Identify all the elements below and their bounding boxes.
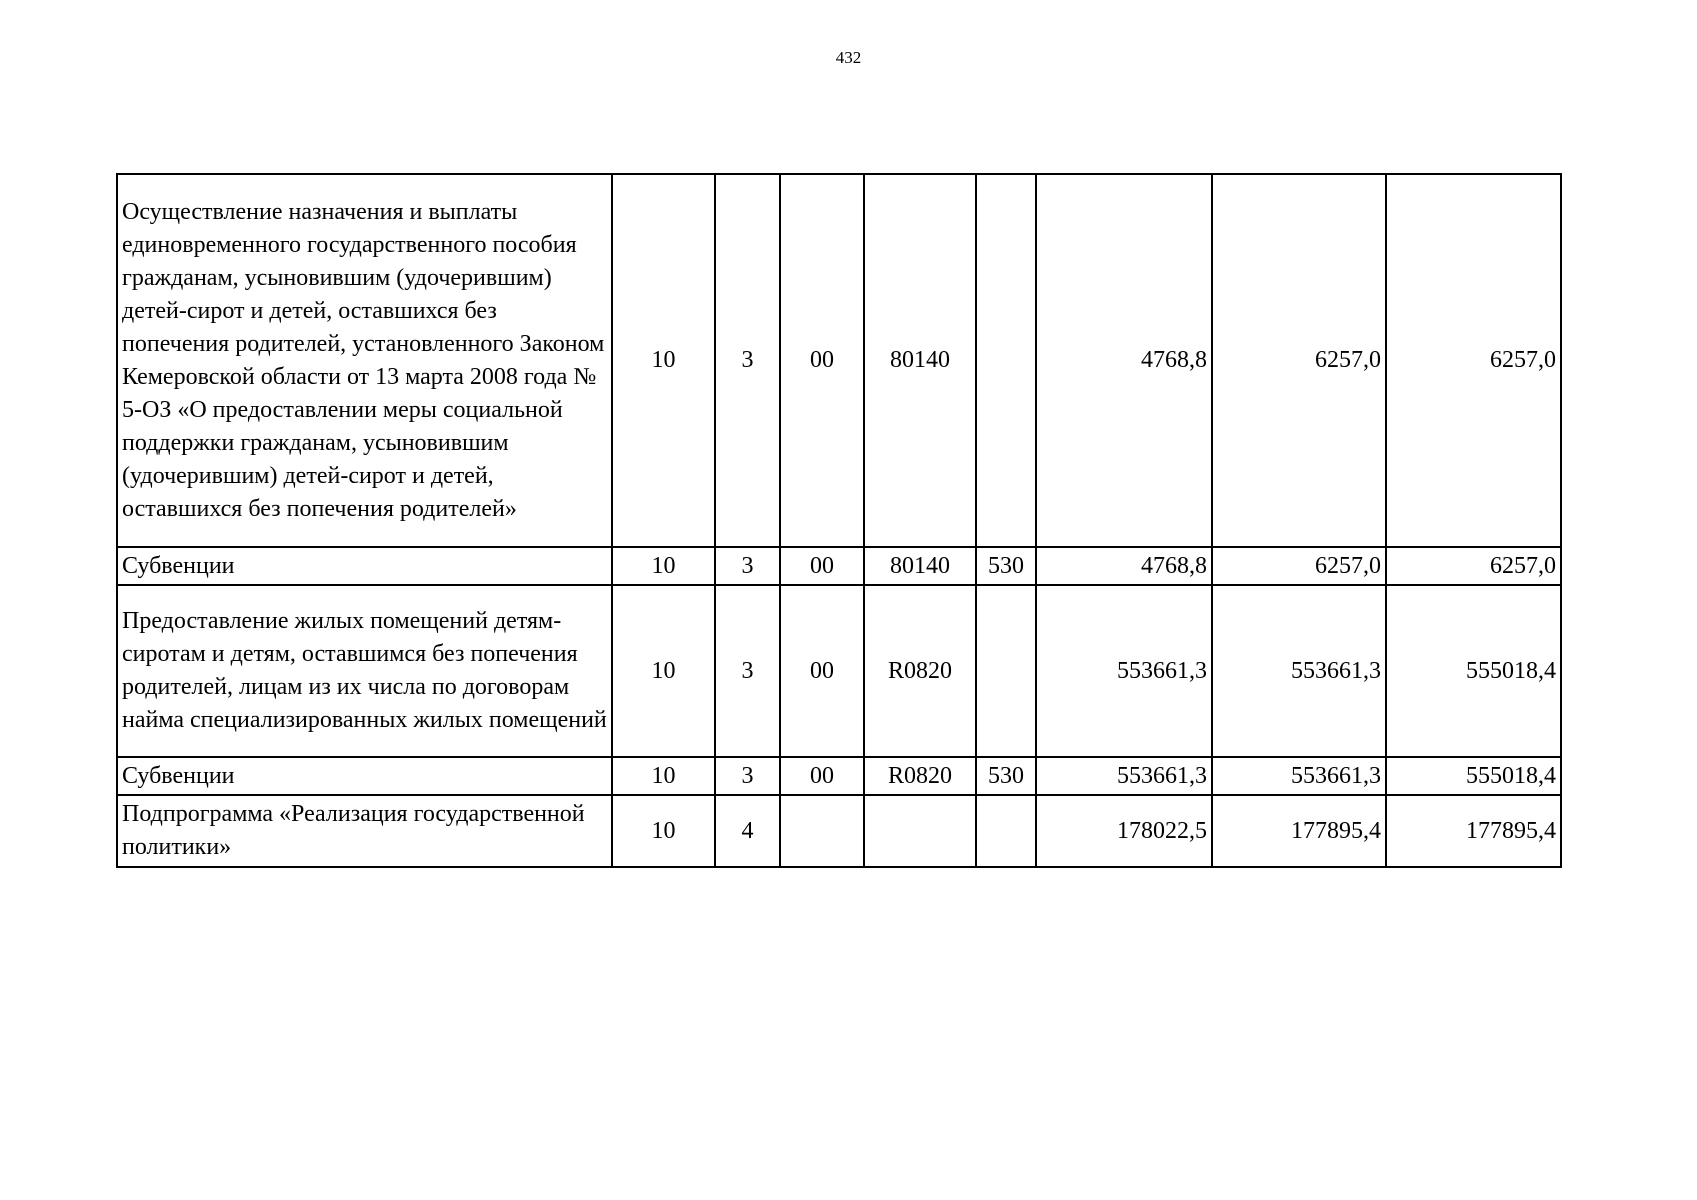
table-row [117, 757, 1561, 795]
program-code: 00 [780, 757, 864, 795]
subsection-code: 3 [715, 757, 780, 795]
amount-cell: 6257,0 [1212, 174, 1386, 547]
section-code: 10 [612, 547, 715, 585]
amount-cell: 6257,0 [1212, 547, 1386, 585]
amount-cell: 177895,4 [1212, 795, 1386, 867]
article-code: 80140 [864, 547, 976, 585]
amount-cell: 555018,4 [1386, 585, 1561, 757]
amount-cell: 177895,4 [1386, 795, 1561, 867]
program-code: 00 [780, 174, 864, 547]
subsection-code: 3 [715, 174, 780, 547]
article-code: R0820 [864, 757, 976, 795]
row-name: Осуществление назначения и выплаты единовременного государственного пособия гражданам, усыновившим (удочерившим) детей-сирот и детей, оставшихся без попечения родителей, установленного Законом Кемеровской области от 13 марта 2008 года № 5-ОЗ «О предоставлении меры социальной поддержки гражданам, усыновившим (удочерившим) детей-сирот и детей, оставшихся без попечения родителей» [117, 174, 612, 547]
amount-cell: 4768,8 [1036, 174, 1212, 547]
section-code: 10 [612, 585, 715, 757]
subsection-code: 3 [715, 547, 780, 585]
row-name: Подпрограмма «Реализация государственной политики» [117, 795, 612, 867]
expense-type-code [976, 585, 1036, 757]
expense-type-code [976, 795, 1036, 867]
section-code: 10 [612, 757, 715, 795]
subsection-code: 4 [715, 795, 780, 867]
budget-table [116, 173, 1562, 868]
table-row [117, 547, 1561, 585]
program-code [780, 795, 864, 867]
row-name: Субвенции [117, 547, 612, 585]
amount-cell: 553661,3 [1036, 757, 1212, 795]
table-row [117, 174, 1561, 547]
page-number: 432 [835, 48, 862, 67]
amount-cell: 553661,3 [1212, 585, 1386, 757]
expense-type-code: 530 [976, 757, 1036, 795]
article-code [864, 795, 976, 867]
expense-type-code: 530 [976, 547, 1036, 585]
amount-cell: 553661,3 [1212, 757, 1386, 795]
amount-cell: 178022,5 [1036, 795, 1212, 867]
article-code: R0820 [864, 585, 976, 757]
amount-cell: 4768,8 [1036, 547, 1212, 585]
program-code: 00 [780, 585, 864, 757]
subsection-code: 3 [715, 585, 780, 757]
amount-cell: 6257,0 [1386, 547, 1561, 585]
amount-cell: 555018,4 [1386, 757, 1561, 795]
row-name: Предоставление жилых помещений детям-сиротам и детям, оставшимся без попечения родителей, лицам из их числа по договорам найма специализированных жилых помещений [117, 585, 612, 757]
expense-type-code [976, 174, 1036, 547]
article-code: 80140 [864, 174, 976, 547]
amount-cell: 6257,0 [1386, 174, 1561, 547]
section-code: 10 [612, 795, 715, 867]
table-row [117, 585, 1561, 757]
program-code: 00 [780, 547, 864, 585]
section-code: 10 [612, 174, 715, 547]
table-row [117, 795, 1561, 867]
row-name: Субвенции [117, 757, 612, 795]
amount-cell: 553661,3 [1036, 585, 1212, 757]
